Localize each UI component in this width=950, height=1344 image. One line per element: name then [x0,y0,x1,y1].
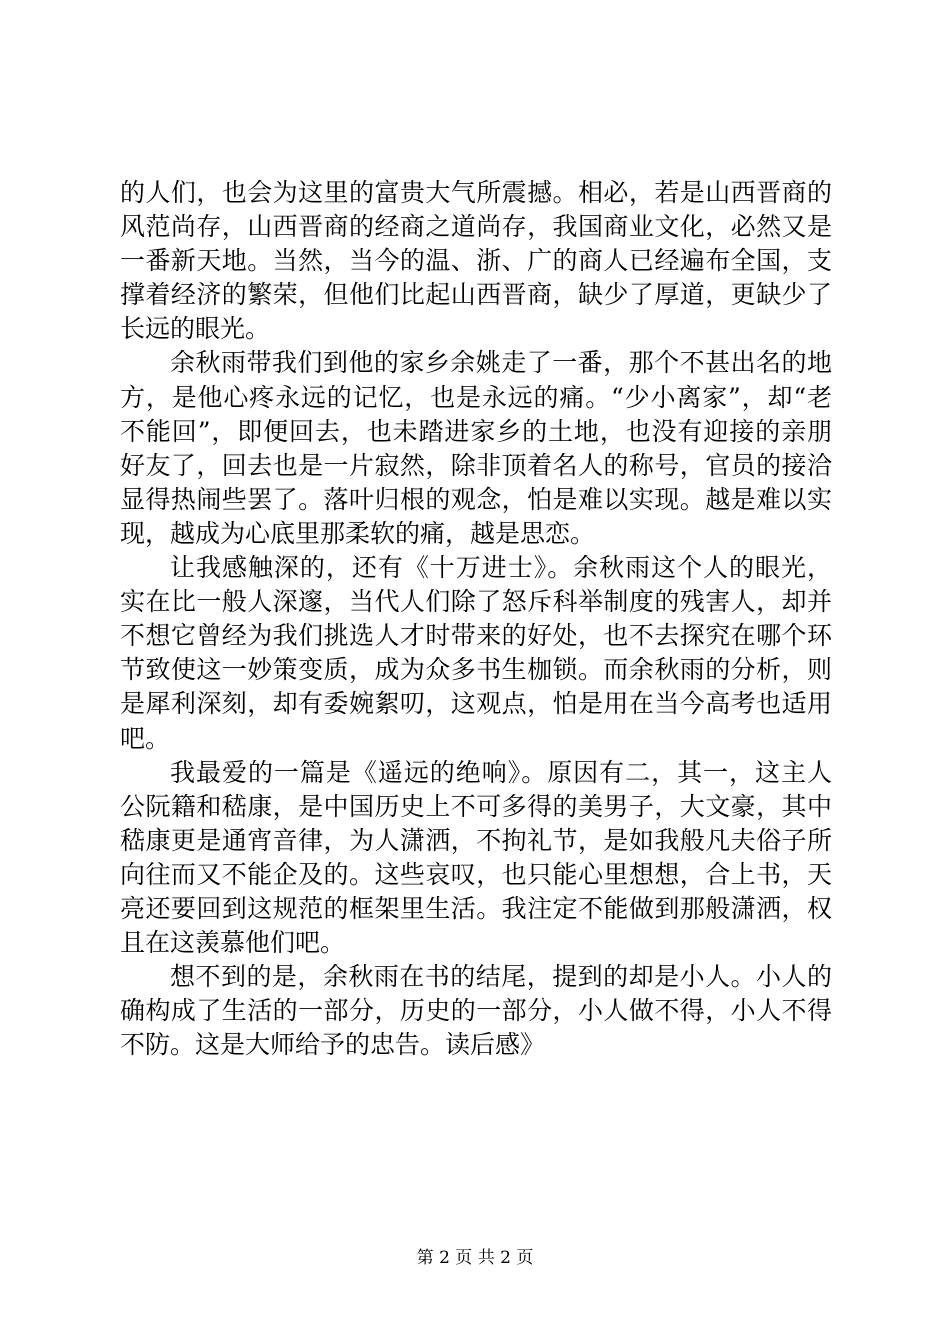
paragraph-2: 余秋雨带我们到他的家乡余姚走了一番，那个不甚出名的地方，是他心疼永远的记忆，也是永远的痛。“少小离家”，却“老不能回”，即便回去，也未踏进家乡的土地，也没有迎接的亲朋好友了，回去也是一片寂然，除非顶着名人的称号，官员的接洽显得热闹些罢了。落叶归根的观念，怕是难以实现。越是难以实现，越成为心底里那柔软的痛，越是思恋。 [120,348,832,548]
page-number-footer: 第 2 页 共 2 页 [416,1248,534,1268]
paragraph-5: 想不到的是，余秋雨在书的结尾，提到的却是小人。小人的确构成了生活的一部分，历史的一部分，小人做不得，小人不得不防。这是大师给予的忠告。读后感》 [120,962,832,1060]
document-body [120,176,832,1062]
paragraph-4: 我最爱的一篇是《遥远的绝响》。原因有二，其一，这主人公阮籍和嵇康，是中国历史上不可多得的美男子，大文豪，其中嵇康更是通宵音律，为人潇洒，不拘礼节，是如我般凡夫俗子所向往而又不能企及的。这些哀叹，也只能心里想想，合上书，天亮还要回到这规范的框架里生活。我注定不能做到那般潇洒，权且在这羡慕他们吧。 [120,757,832,958]
paragraph-1: 的人们，也会为这里的富贵大气所震撼。相必，若是山西晋商的风范尚存，山西晋商的经商之道尚存，我国商业文化，必然又是一番新天地。当然，当今的温、浙、广的商人已经遍布全国，支撑着经济的繁荣，但他们比起山西晋商，缺少了厚道，更缺少了长远的眼光。 [120,178,832,344]
paragraph-3: 让我感触深的，还有《十万进士》。余秋雨这个人的眼光，实在比一般人深邃，当代人们除了怒斥科举制度的残害人，却并不想它曾经为我们挑选人才时带来的好处，也不去探究在哪个环节致使这一妙策变质，成为众多书生枷锁。而余秋雨的分析，则是犀利深刻，却有委婉絮叨，这观点，怕是用在当今高考也适用吧。 [120,553,832,753]
